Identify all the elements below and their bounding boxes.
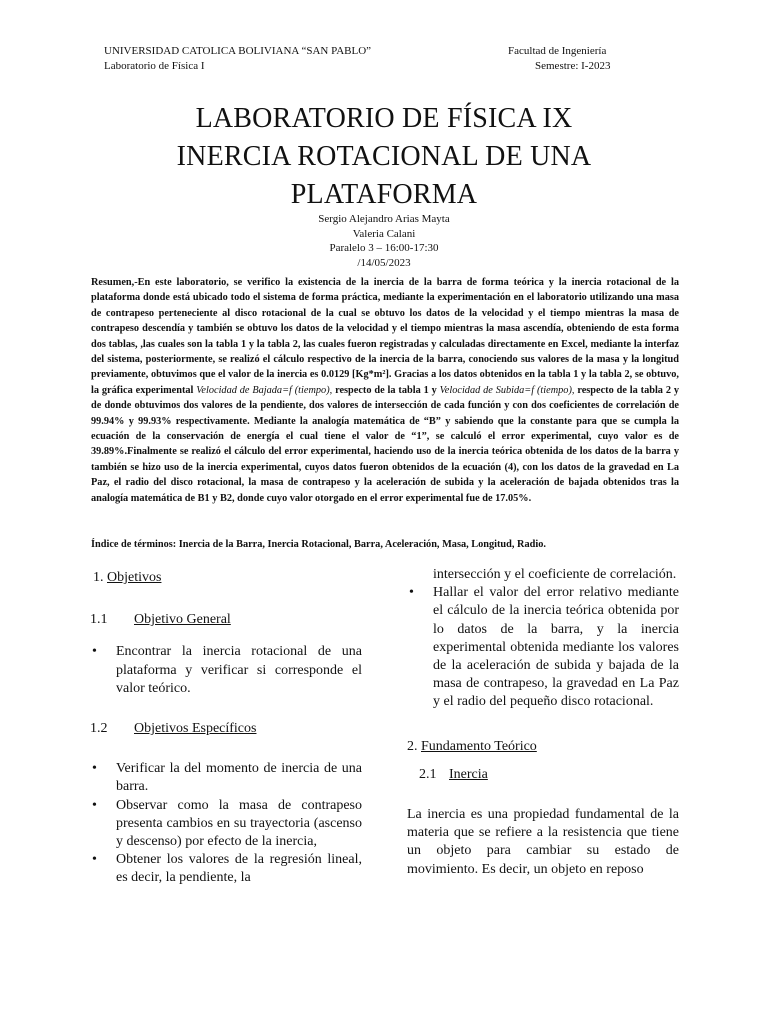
title-line: PLATAFORMA (290, 179, 478, 210)
abstract-text: respecto de la tabla 2 y de donde obtuvimos dos valores de la pendiente, dos valores de intersección de cada función y con dos coeficientes de correlación de 99.94% y 99.93% respectivamente. Mediante la analogía matemática de “B” y sabiendo que la constante para que se cumpla la ecuación de la conservación de energía el cual tiene el valor de “1”, se calculó el error experimental, cuyo valor es de 39.89%.Finalmente se realizó el cálculo del error experimental, haciendo uso de la inercia teórica obtenida de los datos de la barra y también se hizo uso de la inercia experimental, cuyos datos fueron obtenidos de la ecuación (4), con los datos de la gravedad en La Paz, el radio del disco rotacional, la masa de contrapeso y la aceleración de subida y la aceleración de bajada obtenidos tras la analogía matemática de B1 y B2, donde cuyo valor otorgado en el error experimental fue de 17.05%. (91, 384, 679, 504)
class-schedule: Paralelo 3 – 16:00-17:30 (329, 242, 439, 254)
subsection-number: 1.2 (90, 721, 108, 737)
general-objective-list (90, 643, 362, 698)
title-line: INERCIA ROTACIONAL DE UNA (176, 141, 592, 172)
date: /14/05/2023 (357, 256, 411, 269)
paper-title (0, 100, 768, 214)
list-item: • Encontrar la inercia rotacional de una plataforma y verificar si corresponde el valor teórico. (90, 643, 362, 698)
inercia-paragraph: La inercia es una propiedad fundamental de la materia que se refiere a la resistencia que tiene un objeto para cambiar su estado de movimiento. Es decir, un objeto en reposo (407, 807, 679, 877)
index-terms: Índice de términos: Inercia de la Barra, Inercia Rotacional, Barra, Aceleración, Masa, Longitud, Radio. (91, 539, 546, 550)
subsection-number: 2.1 (419, 766, 437, 782)
author-block (0, 212, 768, 270)
list-item-continuation: intersección y el coeficiente de correlación. (433, 567, 677, 582)
left-column (90, 566, 362, 888)
header-faculty: Facultad de Ingeniería (508, 45, 607, 57)
section-objetivos (90, 569, 362, 587)
subsection-title: Objetivo General (134, 612, 231, 628)
list-item: • Verificar la del momento de inercia de una barra. (90, 760, 362, 796)
header-university: UNIVERSIDAD CATOLICA BOLIVIANA “SAN PABLO” (104, 45, 372, 57)
author-name: Sergio Alejandro Arias Mayta (318, 213, 450, 225)
list-item: • Observar como la masa de contrapeso presenta cambios en su trayectoria (ascenso y descenso) por efecto de la inercia, (90, 797, 362, 852)
header-semester: Semestre: I-2023 (535, 60, 611, 72)
section-fundamento-teorico (407, 738, 679, 756)
abstract-italic: Velocidad de Subida=f (tiempo), (439, 384, 575, 396)
subsection-title: Objetivos Específicos (134, 721, 257, 737)
right-column (407, 566, 679, 879)
subsection-objetivo-general (90, 611, 362, 629)
abstract-italic: Velocidad de Bajada=f (tiempo), (196, 384, 333, 396)
abstract (91, 275, 679, 506)
header-lab: Laboratorio de Física I (104, 60, 205, 72)
header-left (104, 44, 371, 74)
abstract-text: respecto de la tabla 1 y (332, 384, 440, 396)
section-title: Objetivos (107, 570, 162, 585)
subsection-objetivos-especificos (90, 720, 362, 738)
section-title: Fundamento Teórico (421, 738, 537, 754)
specific-objectives-list-continued (407, 584, 679, 711)
header-right (508, 44, 610, 74)
subsection-inercia (407, 766, 679, 784)
section-number: 2. (407, 738, 418, 754)
subsection-title: Inercia (449, 766, 488, 782)
abstract-text: Resumen,-En este laboratorio, se verifico la existencia de la inercia de la barra de forma teórica y la inercia rotacional de la plataforma donde está ubicado todo el sistema de forma práctica, mediante la experimentación en el laboratorio utilizando una masa de contrapeso perteneciente al disco rotacional de la cual se obtuvo los datos de la velocidad y el tiempo mientras la masa de contrapeso descendía y también se obtuvo los datos de la velocidad y el tiempo mientras la masa ascendía, obteniendo de esta forma dos tablas, ,las cuales son la tabla 1 y la tabla 2, las cuales fueron registradas y calculadas directamente en Excel, mediante la interfaz del sistema, posteriormente, se realizó el cálculo respectivo de la inercia de la barra, conociendo sus valores de la masa y la longitud previamente, obtuvimos que el valor de la inercia es 0.0129 [Kg*m²]. Gracias a los datos obtenidos en la tabla 1 y la tabla 2, se obtuvo, la gráfica experimental (91, 277, 679, 396)
title-line: LABORATORIO DE FÍSICA IX (195, 103, 573, 134)
section-number: 1. (93, 570, 104, 585)
specific-objectives-list (90, 760, 362, 887)
list-item: • Obtener los valores de la regresión lineal, es decir, la pendiente, la (90, 851, 362, 887)
author-name: Valeria Calani (352, 227, 416, 240)
list-item: • Hallar el valor del error relativo mediante el cálculo de la inercia teórica obtenida por lo datos de la barra, y la inercia experimental obtenida mediante los valores de la aceleración de subida y bajada de la masa de contrapeso, la gravedad en La Paz y el radio del pequeño disco rotacional. (407, 584, 679, 711)
subsection-number: 1.1 (90, 612, 108, 628)
